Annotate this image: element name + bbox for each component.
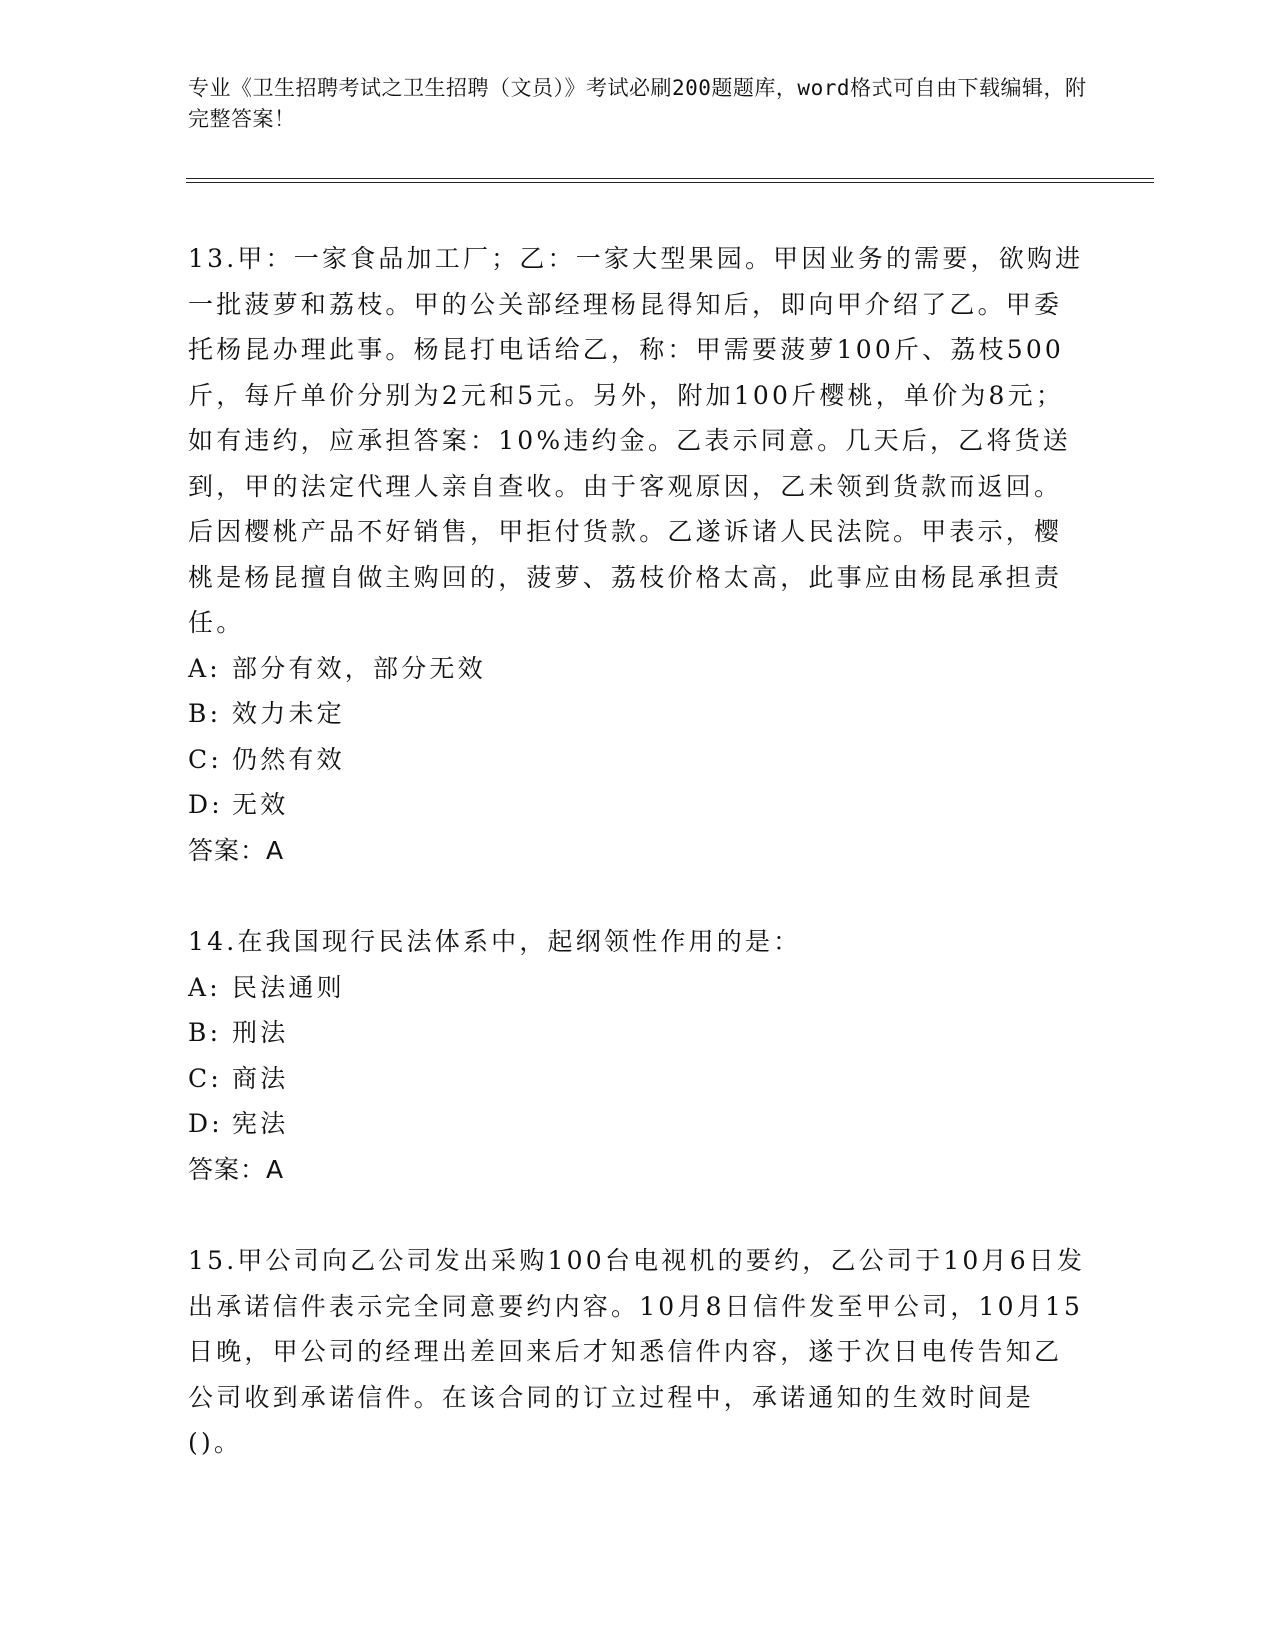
option-text: 民法通则 xyxy=(232,972,345,1002)
option-text: 刑法 xyxy=(232,1018,289,1047)
option-d xyxy=(188,782,1088,828)
option-key: A: xyxy=(188,972,221,1002)
question-15 xyxy=(188,1238,1088,1466)
option-key: A: xyxy=(188,653,221,683)
option-text: 商法 xyxy=(232,1063,289,1093)
question-text: 14.在我国现行民法体系中，起纲领性作用的是： xyxy=(188,927,802,956)
option-key: B: xyxy=(188,699,222,728)
option-text: 效力未定 xyxy=(232,699,345,728)
option-key: D: xyxy=(188,1109,223,1138)
option-text: 宪法 xyxy=(232,1109,289,1138)
header-divider-top xyxy=(186,178,1154,179)
option-c xyxy=(188,1056,1088,1102)
option-b xyxy=(188,1010,1088,1056)
option-key: C: xyxy=(188,1063,222,1093)
question-text: 13.甲：一家食品加工厂；乙：一家大型果园。甲因业务的需要，欲购进一批菠萝和荔枝。甲的公关部经理杨昆得知后，即向甲介绍了乙。甲委托杨昆办理此事。杨昆打电话给乙，称：甲需要菠萝100斤、荔枝500斤，每斤单价分别为2元和5元。另外，附加100斤樱桃，单价为8元；如有违约，应承担答案：10%违约金。乙表示同意。几天后，乙将货送到，甲的法定代理人亲自查收。由于客观原因，乙未领到货款而返回。后因樱桃产品不好销售，甲拒付货款。乙遂诉诸人民法院。甲表示，樱桃是杨昆擅自做主购回的，菠萝、荔枝价格太高，此事应由杨昆承担责任。 xyxy=(188,244,1084,637)
option-c xyxy=(188,737,1088,783)
question-13 xyxy=(188,236,1088,873)
option-key: D: xyxy=(188,790,223,819)
option-text: 部分有效，部分无效 xyxy=(232,653,486,683)
option-text: 无效 xyxy=(232,790,289,819)
question-list xyxy=(188,236,1088,1512)
option-key: C: xyxy=(188,744,222,774)
question-14 xyxy=(188,919,1088,1192)
option-a xyxy=(188,646,1088,692)
document-header xyxy=(188,73,1088,135)
option-b xyxy=(188,691,1088,737)
option-text: 仍然有效 xyxy=(232,744,345,774)
option-a xyxy=(188,965,1088,1011)
option-d xyxy=(188,1101,1088,1147)
answer-line: 答案：A xyxy=(188,1154,285,1184)
question-text: 15.甲公司向乙公司发出采购100台电视机的要约，乙公司于10月6日发出承诺信件表示完全同意要约内容。10月8日信件发至甲公司，10月15日晚，甲公司的经理出差回来后才知悉信件内容，遂于次日电传告知乙公司收到承诺信件。在该合同的订立过程中，承诺通知的生效时间是()。 xyxy=(188,1246,1086,1457)
header-title: 专业《卫生招聘考试之卫生招聘（文员）》考试必刷200题题库，word格式可自由下载编辑，附完整答案！ xyxy=(188,76,1087,131)
answer-line: 答案：A xyxy=(188,835,285,865)
option-key: B: xyxy=(188,1018,222,1047)
header-divider-bottom xyxy=(186,182,1154,183)
